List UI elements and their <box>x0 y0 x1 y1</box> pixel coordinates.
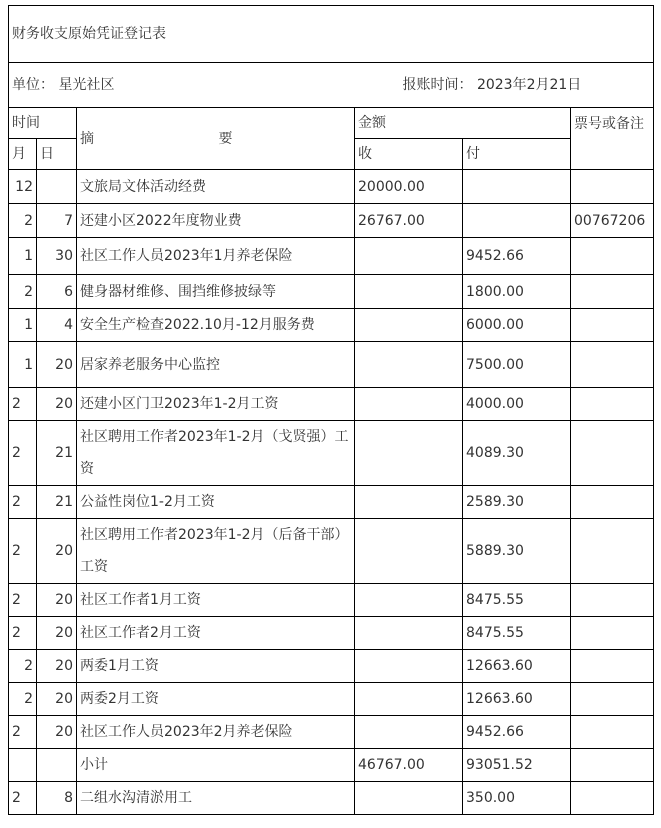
table-title: 财务收支原始凭证登记表 <box>9 6 654 63</box>
row-month: 2 <box>9 275 37 309</box>
row-month: 2 <box>9 584 37 617</box>
row-expense: 6000.00 <box>463 309 571 342</box>
table-row <box>9 238 654 275</box>
header-summary-left: 摘 <box>80 130 94 147</box>
row-summary: 还建小区2022年度物业费 <box>77 204 355 238</box>
row-month: 1 <box>9 238 37 275</box>
row-day: 21 <box>37 421 77 486</box>
row-day: 20 <box>37 650 77 683</box>
header-day: 日 <box>37 139 77 170</box>
row-day <box>37 170 77 204</box>
row-income <box>355 617 463 650</box>
row-day: 21 <box>37 486 77 519</box>
row-day: 20 <box>37 584 77 617</box>
row-income <box>355 275 463 309</box>
row-expense: 9452.66 <box>463 238 571 275</box>
row-summary: 两委2月工资 <box>77 683 355 716</box>
table-row <box>9 309 654 342</box>
row-note <box>571 486 654 519</box>
table-row <box>9 749 654 782</box>
row-month: 2 <box>9 486 37 519</box>
row-income: 20000.00 <box>355 170 463 204</box>
table-row <box>9 650 654 683</box>
table-row <box>9 617 654 650</box>
table-row <box>9 388 654 421</box>
row-income <box>355 309 463 342</box>
row-note <box>571 275 654 309</box>
row-expense: 12663.60 <box>463 683 571 716</box>
table-row <box>9 421 654 486</box>
row-month: 1 <box>9 309 37 342</box>
row-month: 2 <box>9 617 37 650</box>
row-income <box>355 716 463 749</box>
row-month: 2 <box>9 782 37 815</box>
row-day: 8 <box>37 782 77 815</box>
table-row <box>9 716 654 749</box>
row-income <box>355 584 463 617</box>
row-income <box>355 238 463 275</box>
row-income <box>355 519 463 584</box>
row-note <box>571 683 654 716</box>
row-day: 20 <box>37 617 77 650</box>
row-day: 20 <box>37 716 77 749</box>
row-income <box>355 388 463 421</box>
row-summary: 社区工作人员2023年2月养老保险 <box>77 716 355 749</box>
row-summary: 小计 <box>77 749 355 782</box>
row-note <box>571 342 654 388</box>
row-expense: 7500.00 <box>463 342 571 388</box>
table-row <box>9 782 654 815</box>
row-note <box>571 617 654 650</box>
row-day: 20 <box>37 683 77 716</box>
row-day: 20 <box>37 388 77 421</box>
row-expense: 2589.30 <box>463 486 571 519</box>
row-day <box>37 749 77 782</box>
row-month: 2 <box>9 716 37 749</box>
row-note <box>571 650 654 683</box>
row-income: 46767.00 <box>355 749 463 782</box>
row-summary: 社区工作者1月工资 <box>77 584 355 617</box>
row-day: 6 <box>37 275 77 309</box>
row-summary: 居家养老服务中心监控 <box>77 342 355 388</box>
row-summary: 社区聘用工作者2023年1-2月（戈贤强）工资 <box>77 421 355 486</box>
row-month: 2 <box>9 204 37 238</box>
row-note <box>571 170 654 204</box>
voucher-register-table <box>8 5 654 815</box>
row-expense: 8475.55 <box>463 584 571 617</box>
row-day: 7 <box>37 204 77 238</box>
row-note <box>571 749 654 782</box>
row-note <box>571 421 654 486</box>
row-summary: 社区工作人员2023年1月养老保险 <box>77 238 355 275</box>
table-row <box>9 342 654 388</box>
row-expense <box>463 204 571 238</box>
header-month: 月 <box>9 139 37 170</box>
row-month: 2 <box>9 388 37 421</box>
row-summary: 二组水沟清淤用工 <box>77 782 355 815</box>
row-note <box>571 519 654 584</box>
header-time: 时间 <box>9 108 77 139</box>
row-expense: 4000.00 <box>463 388 571 421</box>
row-day: 4 <box>37 309 77 342</box>
row-expense: 8475.55 <box>463 617 571 650</box>
row-month <box>9 749 37 782</box>
table-row <box>9 170 654 204</box>
row-month: 12 <box>9 170 37 204</box>
unit-label: 单位： <box>12 77 54 93</box>
row-expense: 5889.30 <box>463 519 571 584</box>
row-day: 20 <box>37 342 77 388</box>
row-expense: 12663.60 <box>463 650 571 683</box>
row-income <box>355 650 463 683</box>
row-summary: 两委1月工资 <box>77 650 355 683</box>
row-note <box>571 309 654 342</box>
row-month: 2 <box>9 519 37 584</box>
row-expense: 4089.30 <box>463 421 571 486</box>
row-summary: 文旅局文体活动经费 <box>77 170 355 204</box>
row-expense: 93051.52 <box>463 749 571 782</box>
table-row <box>9 486 654 519</box>
row-income <box>355 486 463 519</box>
row-expense: 1800.00 <box>463 275 571 309</box>
row-month: 1 <box>9 342 37 388</box>
row-income <box>355 683 463 716</box>
row-income <box>355 782 463 815</box>
row-income: 26767.00 <box>355 204 463 238</box>
report-time-value: 2023年2月21日 <box>476 77 582 93</box>
header-income: 收 <box>355 139 463 170</box>
unit-info-row <box>9 63 654 108</box>
row-summary: 公益性岗位1-2月工资 <box>77 486 355 519</box>
table-row <box>9 519 654 584</box>
row-note <box>571 584 654 617</box>
row-month: 2 <box>9 683 37 716</box>
row-expense: 9452.66 <box>463 716 571 749</box>
row-day: 20 <box>37 519 77 584</box>
table-row <box>9 275 654 309</box>
header-note: 票号或备注 <box>571 108 654 170</box>
row-summary: 社区聘用工作者2023年1-2月（后备干部）工资 <box>77 519 355 584</box>
row-summary: 安全生产检查2022.10月-12月服务费 <box>77 309 355 342</box>
table-row <box>9 204 654 238</box>
header-summary-right: 要 <box>218 130 233 147</box>
row-note <box>571 716 654 749</box>
header-summary <box>77 108 355 170</box>
row-summary: 健身器材维修、围挡维修披绿等 <box>77 275 355 309</box>
unit-value: 星光社区 <box>58 77 115 93</box>
table-row <box>9 584 654 617</box>
row-summary: 还建小区门卫2023年1-2月工资 <box>77 388 355 421</box>
header-expense: 付 <box>463 139 571 170</box>
row-summary: 社区工作者2月工资 <box>77 617 355 650</box>
row-expense <box>463 170 571 204</box>
row-expense: 350.00 <box>463 782 571 815</box>
report-time-label: 报账时间： <box>402 77 473 93</box>
row-note: 00767206 <box>571 204 654 238</box>
header-amount: 金额 <box>355 108 571 139</box>
row-month: 2 <box>9 650 37 683</box>
row-income <box>355 342 463 388</box>
table-row <box>9 683 654 716</box>
row-note <box>571 238 654 275</box>
row-month: 2 <box>9 421 37 486</box>
row-income <box>355 421 463 486</box>
row-note <box>571 782 654 815</box>
row-day: 30 <box>37 238 77 275</box>
row-note <box>571 388 654 421</box>
